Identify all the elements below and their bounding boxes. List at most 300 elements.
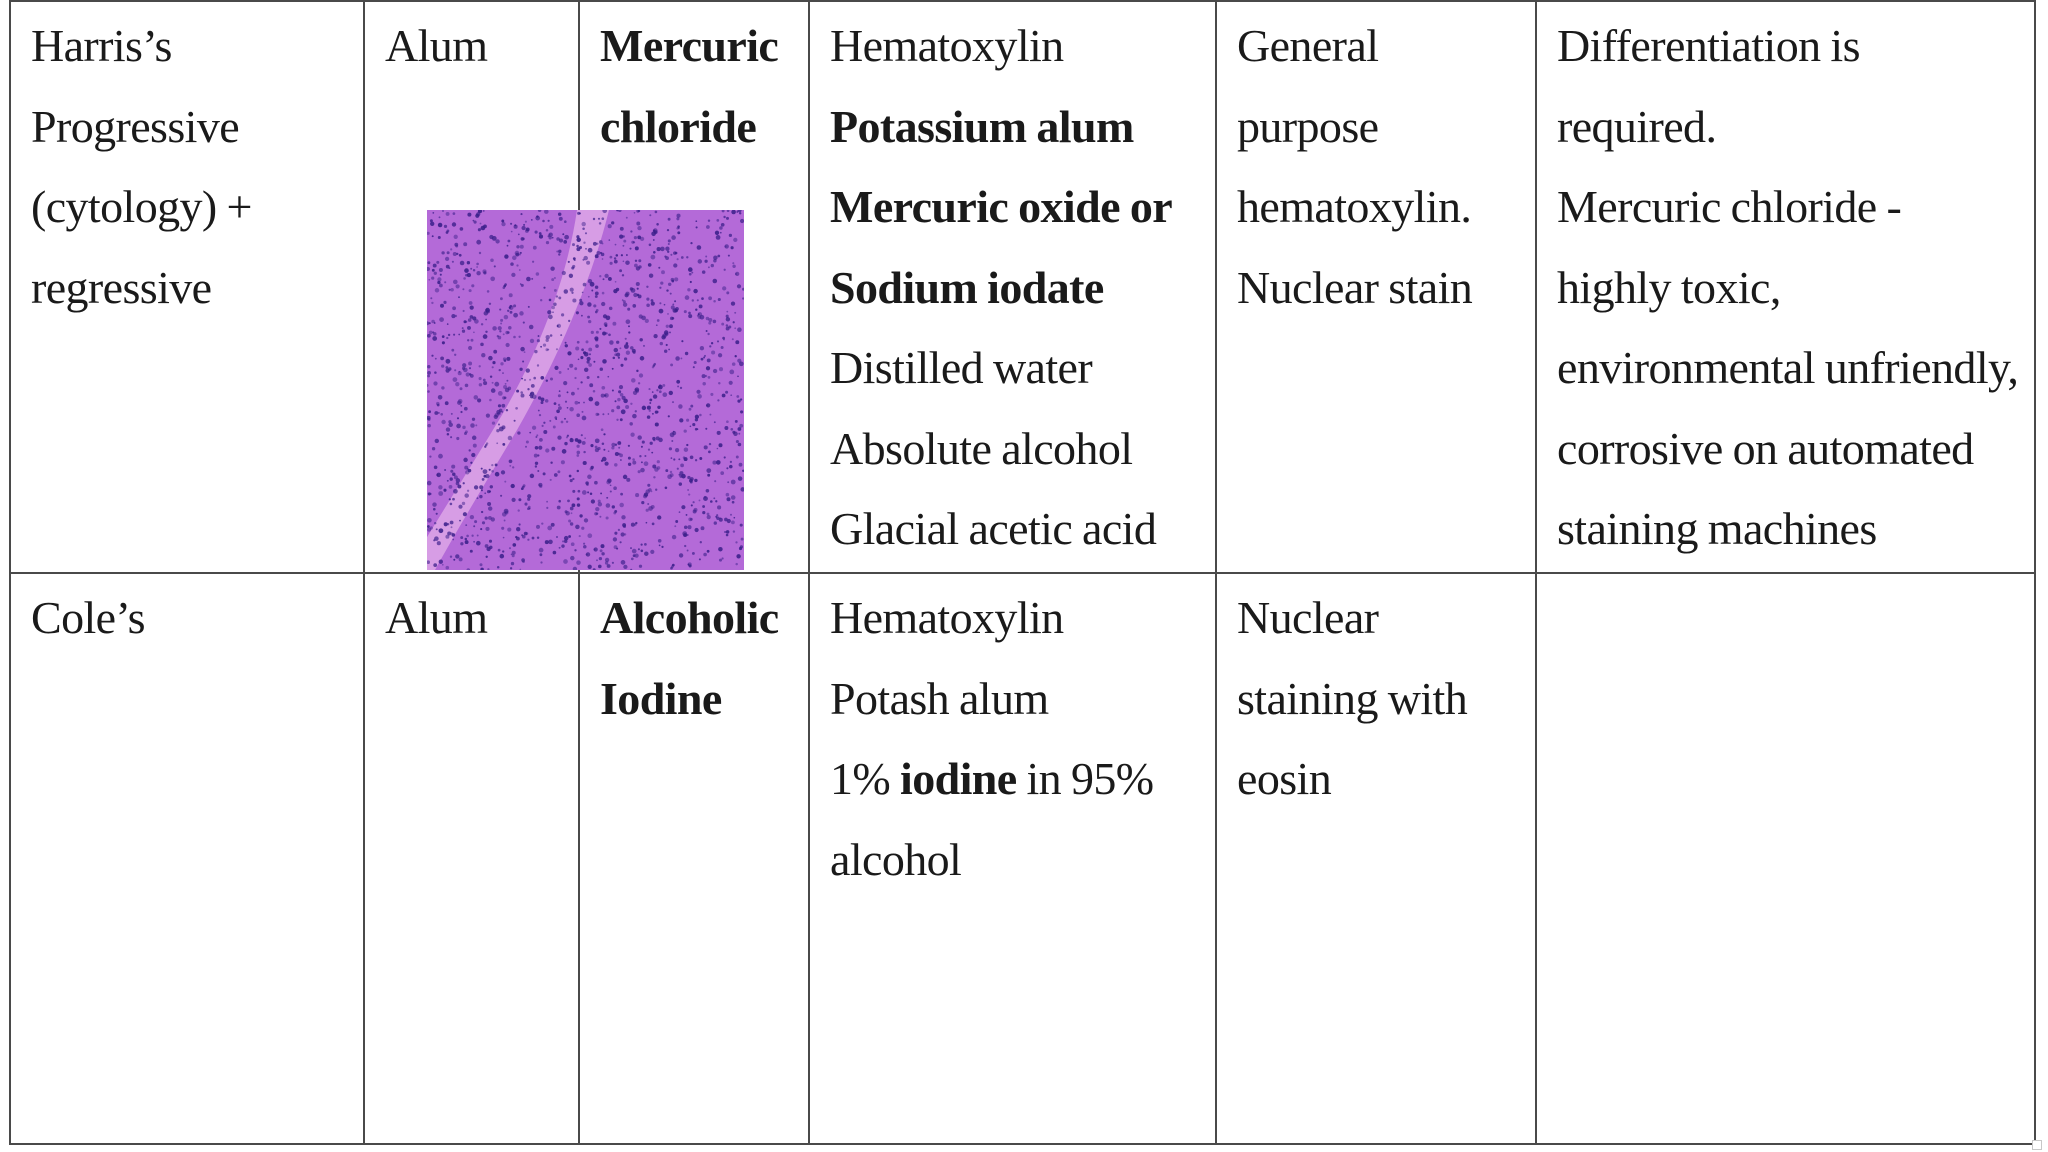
nucleus-dot [548, 540, 553, 545]
nucleus-dot [668, 349, 670, 351]
nucleus-dot [607, 564, 611, 568]
text-line: Nuclear [1237, 592, 1379, 643]
nucleus-dot [636, 266, 640, 270]
nucleus-dot [587, 475, 592, 480]
nucleus-dot [547, 349, 549, 351]
nucleus-dot [700, 346, 704, 350]
nucleus-dot [603, 433, 605, 435]
nucleus-dot [439, 268, 443, 272]
nucleus-dot [471, 284, 474, 287]
nucleus-dot [529, 432, 531, 434]
nucleus-dot [530, 474, 534, 478]
nucleus-dot [612, 368, 614, 370]
nucleus-dot [613, 289, 617, 293]
nucleus-dot [600, 367, 603, 370]
nucleus-dot [601, 552, 604, 555]
nucleus-dot [462, 330, 465, 333]
nucleus-dot [458, 505, 462, 509]
nucleus-dot [679, 553, 683, 557]
nucleus-dot [606, 497, 608, 499]
text-line: Mercuric chloride - [1557, 181, 1902, 232]
nucleus-dot [503, 537, 505, 539]
nucleus-dot [735, 420, 738, 423]
nucleus-dot [685, 295, 690, 300]
nucleus-dot [676, 214, 680, 218]
nucleus-dot [635, 260, 637, 262]
nucleus-dot [488, 506, 492, 510]
nucleus-dot [622, 299, 624, 301]
nucleus-dot [666, 344, 668, 346]
nucleus-dot [572, 243, 575, 246]
nucleus-dot [623, 565, 627, 569]
nucleus-dot [551, 447, 555, 451]
nucleus-dot [588, 320, 591, 323]
nucleus-dot [605, 561, 608, 564]
nucleus-dot [579, 535, 581, 537]
nucleus-dot [608, 413, 610, 415]
nucleus-dot [536, 272, 540, 276]
nucleus-dot [614, 260, 618, 264]
nucleus-dot [463, 482, 465, 484]
nucleus-dot [669, 331, 671, 333]
nucleus-dot [688, 312, 691, 315]
nucleus-dot [452, 222, 456, 226]
nucleus-dot [504, 254, 508, 258]
nucleus-dot [439, 216, 441, 218]
nucleus-dot [443, 489, 446, 492]
nucleus-dot [476, 263, 479, 266]
nucleus-dot [706, 225, 710, 229]
nucleus-dot [657, 515, 661, 519]
nucleus-dot [699, 304, 703, 308]
nucleus-dot [659, 302, 661, 304]
nucleus-dot [452, 306, 456, 310]
nucleus-dot [582, 441, 586, 445]
nucleus-dot [597, 376, 599, 378]
nucleus-dot [500, 322, 502, 324]
nucleus-dot [707, 333, 709, 335]
nucleus-dot [734, 312, 736, 314]
nucleus-dot [456, 284, 460, 288]
nucleus-dot [596, 331, 599, 334]
nucleus-dot [706, 330, 708, 332]
nucleus-dot [740, 398, 742, 400]
nucleus-dot [632, 458, 635, 461]
nucleus-dot [514, 420, 516, 422]
nucleus-dot [682, 531, 687, 536]
nucleus-dot [485, 331, 487, 333]
nucleus-dot [697, 245, 702, 250]
nucleus-dot [436, 261, 439, 264]
nucleus-dot [434, 522, 436, 524]
nucleus-dot [504, 397, 507, 400]
nucleus-dot [568, 535, 571, 538]
nucleus-dot [704, 445, 708, 449]
nucleus-dot [480, 528, 482, 530]
nucleus-dot [572, 478, 574, 480]
nucleus-dot [570, 556, 574, 560]
nucleus-dot [716, 460, 721, 465]
nucleus-dot [717, 340, 719, 342]
text-line: Mercuric [600, 20, 779, 71]
nucleus-dot [460, 542, 463, 545]
nucleus-dot [574, 367, 577, 370]
nucleus-dot [621, 515, 625, 519]
nucleus-dot [546, 229, 549, 232]
nucleus-dot [699, 414, 702, 417]
nucleus-dot [732, 501, 735, 504]
nucleus-dot [717, 399, 719, 401]
nucleus-dot [520, 391, 523, 394]
nucleus-dot [673, 263, 677, 267]
nucleus-dot [455, 245, 458, 248]
nucleus-dot [674, 525, 676, 527]
nucleus-dot [580, 356, 583, 359]
nucleus-dot [577, 212, 580, 215]
nucleus-dot [577, 439, 581, 443]
nucleus-dot [649, 398, 652, 401]
nucleus-dot [562, 540, 564, 542]
nucleus-dot [679, 482, 682, 485]
nucleus-dot [481, 511, 483, 513]
nucleus-dot [617, 441, 621, 445]
nucleus-dot [550, 266, 554, 270]
nucleus-dot [713, 255, 717, 259]
nucleus-dot [490, 259, 494, 263]
nucleus-dot [595, 295, 598, 298]
nucleus-dot [451, 465, 455, 469]
nucleus-dot [737, 375, 739, 377]
nucleus-dot [570, 288, 574, 292]
nucleus-dot [576, 451, 580, 455]
nucleus-dot [473, 444, 477, 448]
nucleus-dot [446, 265, 450, 269]
nucleus-dot [688, 494, 690, 496]
nucleus-dot [476, 212, 480, 216]
nucleus-dot [463, 458, 467, 462]
nucleus-dot [708, 318, 712, 322]
nucleus-dot [485, 319, 487, 321]
nucleus-dot [481, 489, 483, 491]
nucleus-dot [680, 464, 684, 468]
nucleus-dot [659, 287, 661, 289]
nucleus-dot [479, 495, 482, 498]
nucleus-dot [509, 465, 511, 467]
nucleus-dot [582, 411, 584, 413]
nucleus-dot [647, 406, 651, 410]
nucleus-dot [588, 397, 593, 402]
nucleus-dot [576, 560, 581, 565]
nucleus-dot [496, 442, 498, 444]
nucleus-dot [529, 325, 534, 330]
nucleus-dot [436, 473, 441, 478]
nucleus-dot [593, 304, 596, 307]
nucleus-dot [674, 277, 678, 281]
nucleus-dot [620, 418, 623, 421]
nucleus-dot [583, 545, 587, 549]
nucleus-dot [584, 368, 588, 372]
nucleus-dot [556, 409, 560, 413]
nucleus-dot [427, 390, 430, 393]
nucleus-dot [664, 304, 666, 306]
nucleus-dot [638, 382, 640, 384]
nucleus-dot [618, 447, 620, 449]
nucleus-dot [486, 547, 490, 551]
nucleus-dot [546, 380, 548, 382]
nucleus-dot [672, 317, 675, 320]
nucleus-dot [732, 362, 736, 366]
nucleus-dot [500, 297, 503, 300]
nucleus-dot [630, 230, 632, 232]
nucleus-dot [707, 358, 711, 362]
nucleus-dot [606, 480, 610, 484]
nucleus-dot [532, 537, 535, 540]
nucleus-dot [428, 279, 430, 281]
nucleus-dot [613, 512, 616, 515]
nucleus-dot [531, 278, 533, 280]
nucleus-dot [465, 538, 468, 541]
nucleus-dot [595, 401, 600, 406]
nucleus-dot [602, 442, 605, 445]
nucleus-dot [431, 277, 434, 280]
nucleus-dot [492, 326, 497, 331]
nucleus-dot [587, 360, 590, 363]
nucleus-dot [717, 255, 720, 258]
nucleus-dot [432, 336, 437, 341]
nucleus-dot [722, 394, 726, 398]
nucleus-dot [724, 531, 726, 533]
nucleus-dot [576, 454, 579, 457]
nucleus-dot [595, 254, 599, 258]
nucleus-dot [588, 296, 590, 298]
nucleus-dot [438, 412, 440, 414]
nucleus-dot [630, 346, 634, 350]
nucleus-dot [564, 536, 569, 541]
nucleus-dot [558, 500, 561, 503]
nucleus-dot [470, 462, 472, 464]
nucleus-dot [601, 460, 603, 462]
nucleus-dot [474, 485, 478, 489]
text-line: Hematoxylin [830, 20, 1064, 71]
text-line: Alcoholic [600, 592, 779, 643]
nucleus-dot [498, 549, 501, 552]
nucleus-dot [543, 343, 546, 346]
nucleus-dot [485, 309, 487, 311]
nucleus-dot [488, 356, 493, 361]
nucleus-dot [427, 518, 432, 523]
nucleus-dot [649, 244, 652, 247]
nucleus-dot [713, 497, 715, 499]
nucleus-dot [635, 493, 639, 497]
nucleus-dot [516, 537, 520, 541]
nucleus-dot [588, 248, 593, 253]
nucleus-dot [501, 404, 505, 408]
nucleus-dot [505, 388, 510, 393]
nucleus-dot [709, 345, 711, 347]
nucleus-dot [502, 443, 505, 446]
nucleus-dot [667, 474, 672, 479]
nucleus-dot [610, 490, 612, 492]
nucleus-dot [503, 333, 505, 335]
nucleus-dot [557, 325, 559, 327]
nucleus-dot [446, 231, 449, 234]
nucleus-dot [460, 227, 464, 231]
nucleus-dot [453, 489, 458, 494]
nucleus-dot [539, 438, 543, 442]
text-line: Mercuric oxide or [830, 181, 1173, 232]
nucleus-dot [716, 219, 719, 222]
nucleus-dot [676, 217, 679, 220]
nucleus-dot [428, 492, 431, 495]
nucleus-dot [571, 542, 575, 546]
nucleus-dot [542, 425, 544, 427]
nucleus-dot [642, 406, 646, 410]
nucleus-dot [572, 503, 576, 507]
nucleus-dot [672, 535, 676, 539]
cell-hematoxylin-name [10, 1, 364, 573]
nucleus-dot [532, 261, 534, 263]
nucleus-dot [726, 530, 730, 534]
nucleus-dot [558, 253, 560, 255]
nucleus-dot [539, 414, 541, 416]
nucleus-dot [737, 284, 741, 288]
nucleus-dot [702, 511, 705, 514]
nucleus-dot [587, 302, 591, 306]
nucleus-dot [479, 563, 482, 566]
nucleus-dot [572, 298, 576, 302]
nucleus-dot [614, 463, 617, 466]
nucleus-dot [707, 474, 710, 477]
nucleus-dot [427, 528, 431, 532]
text-line: (cytology) + [31, 181, 252, 232]
nucleus-dot [432, 235, 434, 237]
nucleus-dot [522, 486, 525, 489]
nucleus-dot [479, 252, 481, 254]
nucleus-dot [708, 219, 710, 221]
nucleus-dot [660, 342, 663, 345]
nucleus-dot [527, 388, 529, 390]
nucleus-dot [695, 459, 697, 461]
nucleus-dot [511, 273, 515, 277]
hematoxylin-table [9, 0, 2036, 1145]
nucleus-dot [433, 563, 437, 567]
nucleus-dot [568, 320, 570, 322]
nucleus-dot [600, 252, 602, 254]
nucleus-dot [705, 428, 707, 430]
nucleus-dot [483, 225, 487, 229]
nucleus-dot [623, 525, 626, 528]
nucleus-dot [604, 393, 609, 398]
nucleus-dot [593, 242, 597, 246]
nucleus-dot [522, 360, 524, 362]
nucleus-dot [545, 540, 549, 544]
nucleus-dot [711, 342, 713, 344]
nucleus-dot [606, 332, 608, 334]
nucleus-dot [693, 366, 695, 368]
nucleus-dot [662, 384, 665, 387]
nucleus-dot [541, 401, 544, 404]
nucleus-dot [445, 366, 448, 369]
nucleus-dot [521, 394, 525, 398]
nucleus-dot [698, 259, 702, 263]
nucleus-dot [645, 319, 649, 323]
nucleus-dot [736, 395, 739, 398]
nucleus-dot [554, 366, 558, 370]
nucleus-dot [677, 231, 680, 234]
nucleus-dot [730, 461, 732, 463]
nucleus-dot [565, 511, 569, 515]
nucleus-dot [615, 244, 617, 246]
text-line: staining machines [1557, 503, 1877, 554]
resize-handle-icon [2032, 1140, 2042, 1150]
nucleus-dot [710, 500, 713, 503]
nucleus-dot [472, 418, 475, 421]
nucleus-dot [513, 336, 516, 339]
nucleus-dot [691, 504, 693, 506]
nucleus-dot [467, 490, 469, 492]
nucleus-dot [501, 222, 505, 226]
nucleus-dot [539, 485, 542, 488]
nucleus-dot [427, 261, 430, 264]
text-line: alcohol [830, 833, 962, 885]
nucleus-dot [595, 438, 600, 443]
nucleus-dot [668, 243, 670, 245]
micrograph-drawing [427, 210, 744, 570]
nucleus-dot [690, 281, 692, 283]
nucleus-dot [559, 371, 562, 374]
nucleus-dot [447, 480, 449, 482]
nucleus-dot [554, 277, 556, 279]
nucleus-dot [437, 277, 441, 281]
nucleus-dot [473, 331, 475, 333]
nucleus-dot [717, 505, 721, 509]
nucleus-dot [453, 377, 458, 382]
nucleus-dot [569, 475, 572, 478]
nucleus-dot [628, 463, 631, 466]
nucleus-dot [643, 345, 645, 347]
nucleus-dot [470, 515, 474, 519]
nucleus-dot [611, 221, 614, 224]
nucleus-dot [646, 522, 648, 524]
nucleus-dot [599, 275, 601, 277]
nucleus-dot [623, 475, 627, 479]
nucleus-dot [476, 541, 481, 546]
nucleus-dot [485, 516, 488, 519]
nucleus-dot [576, 238, 581, 243]
nucleus-dot [540, 553, 543, 556]
nucleus-dot [507, 528, 511, 532]
nucleus-dot [564, 235, 569, 240]
nucleus-dot [491, 517, 495, 521]
nucleus-dot [644, 543, 647, 546]
nucleus-dot [609, 307, 613, 311]
text-line: Hematoxylin [830, 592, 1064, 643]
nucleus-dot [505, 331, 508, 334]
nucleus-dot [523, 322, 525, 324]
nucleus-dot [647, 503, 649, 505]
nucleus-dot [644, 493, 648, 497]
nucleus-dot [601, 544, 605, 548]
nucleus-dot [595, 311, 598, 314]
nucleus-dot [430, 222, 434, 226]
nucleus-dot [460, 405, 462, 407]
nucleus-dot [450, 248, 452, 250]
nucleus-dot [688, 267, 693, 272]
nucleus-dot [469, 289, 472, 292]
nucleus-dot [724, 456, 726, 458]
nucleus-dot [657, 319, 660, 322]
nucleus-dot [706, 489, 710, 493]
